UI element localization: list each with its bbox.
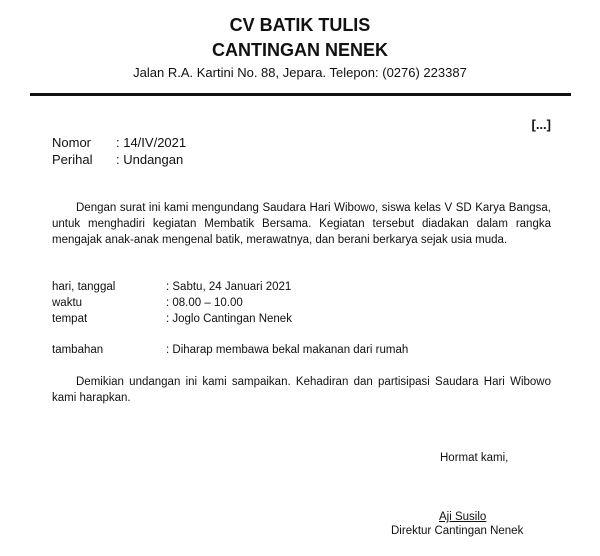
letter-subject-row: [52, 152, 183, 167]
signer-name: Aji Susilo: [439, 511, 487, 523]
signer-title: Direktur Cantingan Nenek: [391, 525, 524, 537]
letter-subject-label: Perihal: [52, 152, 93, 167]
opening-paragraph: [52, 200, 551, 248]
detail-place-label: tempat: [52, 313, 88, 325]
opening-paragraph-text: Dengan surat ini kami mengundang Saudara Hari Wibowo, siswa kelas V SD Karya Bangsa, untuk menghadiri kegiatan Membatik Bersama. Kegiatan tersebut diadakan dalam rangka mengajak anak-anak mengenal batik, merawatnya, dan berani berkarya sejak usia muda.: [52, 202, 551, 246]
company-name-line1: CV BATIK TULIS: [229, 15, 371, 35]
detail-note-row: [52, 342, 408, 358]
closing-paragraph: [52, 374, 551, 406]
detail-date-label: hari, tanggal: [52, 281, 116, 293]
detail-place-row: [52, 311, 292, 327]
letterhead-divider: [30, 93, 571, 96]
closing-paragraph-text: Demikian undangan ini kami sampaikan. Kehadiran dan partisipasi Saudara Hari Wibowo kami harapkan.: [52, 376, 551, 404]
letter-subject-value: : Undangan: [116, 152, 184, 167]
letter-number-value: : 14/IV/2021: [116, 135, 187, 150]
detail-time-row: [52, 295, 243, 311]
detail-time-label: waktu: [52, 297, 83, 309]
company-address: Jalan R.A. Kartini No. 88, Jepara. Telepon: (0276) 223387: [133, 65, 467, 80]
detail-note-label: tambahan: [52, 344, 104, 356]
reference-mark: [...]: [531, 117, 551, 132]
detail-place-value: : Joglo Cantingan Nenek: [166, 313, 292, 325]
detail-note-value: : Diharap membawa bekal makanan dari rumah: [166, 344, 409, 356]
company-name-line2: CANTINGAN NENEK: [211, 40, 388, 60]
detail-date-value: : Sabtu, 24 Januari 2021: [166, 281, 292, 293]
letter-number-row: [52, 135, 186, 150]
detail-date-row: [52, 279, 291, 295]
detail-time-value: : 08.00 – 10.00: [166, 297, 243, 309]
closing-salutation: Hormat kami,: [440, 452, 509, 464]
letter-number-label: Nomor: [52, 135, 92, 150]
